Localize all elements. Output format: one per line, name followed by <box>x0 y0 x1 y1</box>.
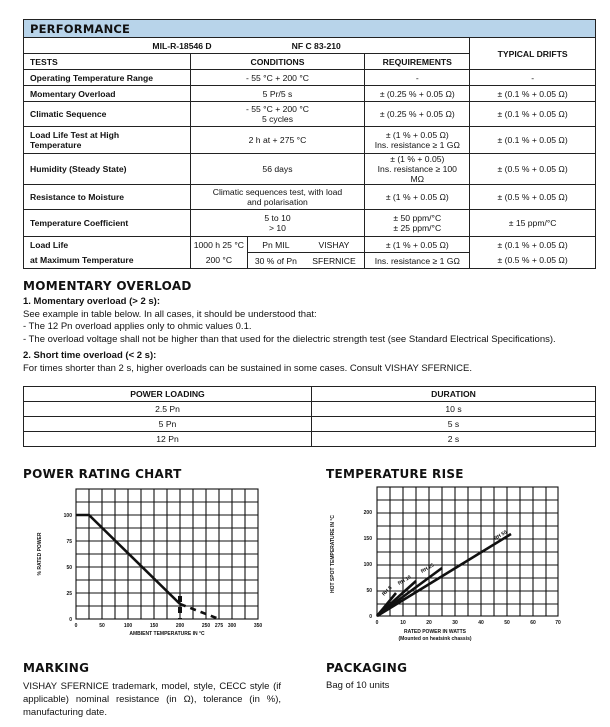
req-line-2: Ins. resistance ≥ 1 GΩ <box>374 255 460 266</box>
header-power-loading: POWER LOADING <box>24 387 312 402</box>
x-tick: 275 <box>214 623 224 629</box>
standard-nfc: NF C 83-210 <box>291 40 341 51</box>
test-name-line-1: Load Life Test at High <box>30 130 120 140</box>
series-label-rh10: RH 10 <box>397 574 413 587</box>
test-name: Momentary Overload <box>24 86 191 102</box>
conditions-line-2: 5 cycles <box>261 114 293 124</box>
cond-power-mil: Pn MIL <box>248 237 304 253</box>
test-conditions <box>190 210 365 237</box>
conditions-line-2: > 10 <box>269 223 286 233</box>
conditions-line-2: and polarisation <box>247 197 308 207</box>
conditions-line-1: Climatic sequences test, with load <box>212 187 343 197</box>
x-tick: 200 <box>175 623 185 629</box>
x-tick: 20 <box>426 620 432 626</box>
cond-duration: 1000 h 25 °C <box>191 237 248 253</box>
table-row-load-life <box>24 237 596 269</box>
test-requirements: - <box>365 70 470 86</box>
test-name-line-2: at Maximum Temperature <box>30 254 134 265</box>
requirements-line-1: ± (1 % + 0.05 Ω) <box>385 130 449 140</box>
cond-temperature: 200 °C <box>191 253 248 269</box>
standard-mil: MIL-R-18546 D <box>152 40 212 51</box>
duration: 2 s <box>312 432 596 447</box>
duration: 10 s <box>312 402 596 417</box>
y-tick: 50 <box>366 588 372 594</box>
test-conditions <box>190 185 365 210</box>
performance-table <box>23 19 596 269</box>
power-loading: 12 Pn <box>24 432 312 447</box>
test-drifts: ± (0.1 % + 0.05 Ω) <box>470 127 596 154</box>
test-conditions: 2 h at + 275 °C <box>190 127 365 154</box>
momentary-overload-subtitle-2: 2. Short time overload (< 2 s): <box>23 350 157 361</box>
table-row <box>24 102 596 127</box>
test-requirements <box>365 210 470 237</box>
momentary-overload-line: - The overload voltage shall not be higher than that used for the dielectric strength test (see Standard Electrical Specifications). <box>23 333 556 345</box>
test-drifts: ± (0.5 % + 0.05 Ω) <box>470 154 596 185</box>
table-row <box>24 402 596 417</box>
packaging-text: Bag of 10 units <box>326 680 390 691</box>
test-name: Climatic Sequence <box>24 102 191 127</box>
x-tick: 60 <box>530 620 536 626</box>
header-requirements: REQUIREMENTS <box>365 54 470 70</box>
y-axis-label: HOT SPOT TEMPERATURE IN °C <box>330 514 336 594</box>
header-tests: TESTS <box>24 54 191 70</box>
x-tick: 100 <box>123 623 133 629</box>
power-rating-chart-svg <box>30 486 270 636</box>
momentary-overload-body <box>23 296 603 375</box>
table-row <box>24 432 596 447</box>
cond-vishay: VISHAY <box>304 237 365 253</box>
x-axis-sublabel: (Mounted on heatsink chassis) <box>398 636 472 642</box>
test-name-line-2: Temperature <box>30 140 82 150</box>
series-label-rh5: RH 5 <box>381 585 394 598</box>
cond-power-sfernice: 30 % of Pn <box>254 255 297 266</box>
test-drifts: ± (0.1 % + 0.05 Ω) <box>470 86 596 102</box>
y-tick: 0 <box>369 614 372 620</box>
temperature-rise-chart-title: TEMPERATURE RISE <box>326 467 464 481</box>
packaging-title: PACKAGING <box>326 661 408 675</box>
y-tick: 75 <box>66 539 72 545</box>
test-conditions: 5 Pr/5 s <box>190 86 365 102</box>
table-row <box>24 154 596 185</box>
table-row <box>24 70 596 86</box>
x-tick: 150 <box>149 623 159 629</box>
power-overload-table <box>23 386 596 447</box>
requirements-line-2: Ins. resistance ≥ 1 GΩ <box>374 140 460 150</box>
x-tick: 0 <box>375 620 379 626</box>
test-requirements <box>365 127 470 154</box>
req-line-1: ± (1 % + 0.05 Ω) <box>365 237 469 253</box>
test-drifts: ± (0.1 % + 0.05 Ω) <box>470 102 596 127</box>
momentary-overload-line: For times shorter than 2 s, higher overloads can be sustained in some cases. Consult VISHAY SFERNICE. <box>23 362 472 374</box>
x-tick: 350 <box>253 623 263 629</box>
y-tick: 150 <box>363 536 372 542</box>
x-tick: 30 <box>452 620 458 626</box>
conditions-line-1: 5 to 10 <box>264 213 291 223</box>
y-tick: 100 <box>63 513 72 519</box>
power-rating-chart-title: POWER RATING CHART <box>23 467 182 481</box>
grid <box>76 489 258 619</box>
test-name: Humidity (Steady State) <box>24 154 191 185</box>
momentary-overload-line: See example in table below. In all cases, it should be understood that: <box>23 308 317 320</box>
test-requirements: ± (1 % + 0.05 Ω) <box>365 185 470 210</box>
table-row <box>24 86 596 102</box>
header-duration: DURATION <box>312 387 596 402</box>
test-conditions: - 55 °C + 200 °C <box>190 70 365 86</box>
x-tick: 40 <box>478 620 484 626</box>
requirements-line-1: ± 50 ppm/°C <box>393 213 442 223</box>
y-tick: 0 <box>69 617 72 623</box>
power-rating-chart <box>30 486 270 636</box>
x-tick: 10 <box>400 620 406 626</box>
x-tick: 300 <box>227 623 237 629</box>
load-life-drifts <box>470 237 596 269</box>
x-tick: 70 <box>555 620 561 626</box>
series-label-rh25: RH 25 <box>420 562 436 575</box>
x-tick: 0 <box>74 623 78 629</box>
header-conditions: CONDITIONS <box>190 54 365 70</box>
series-label-rh50: RH 50 <box>493 529 509 542</box>
test-conditions: 56 days <box>190 154 365 185</box>
x-axis-label: AMBIENT TEMPERATURE IN °C <box>129 631 205 636</box>
x-tick: 50 <box>504 620 510 626</box>
temperature-rise-chart-svg <box>320 484 570 644</box>
x-axis-label: RATED POWER IN WATTS <box>403 629 467 635</box>
drift-line-1: ± (0.1 % + 0.05 Ω) <box>497 240 568 250</box>
table-row <box>24 127 596 154</box>
load-life-conditions <box>190 237 365 269</box>
test-name <box>24 127 191 154</box>
requirements-line-1: ± (1 % + 0.05) <box>390 154 445 164</box>
standards-row <box>24 38 470 54</box>
test-conditions <box>190 102 365 127</box>
table-row <box>24 210 596 237</box>
test-requirements <box>365 154 470 185</box>
drift-line-2: ± (0.5 % + 0.05 Ω) <box>497 255 568 265</box>
test-drifts: ± (0.5 % + 0.05 Ω) <box>470 185 596 210</box>
test-name: Operating Temperature Range <box>24 70 191 86</box>
table-row <box>24 417 596 432</box>
x-tick: 50 <box>99 623 105 629</box>
x-tick: 250 <box>201 623 211 629</box>
header-typical-drifts: TYPICAL DRIFTS <box>470 38 596 70</box>
y-tick: 200 <box>363 510 372 516</box>
table-row <box>24 185 596 210</box>
y-tick: 100 <box>363 562 372 568</box>
momentary-overload-title: MOMENTARY OVERLOAD <box>23 279 192 293</box>
power-loading: 5 Pn <box>24 417 312 432</box>
test-name: Resistance to Moisture <box>24 185 191 210</box>
test-name-line-1: Load Life <box>30 239 69 250</box>
test-drifts: ± 15 ppm/°C <box>470 210 596 237</box>
cond-sfernice: SFERNICE <box>312 255 356 266</box>
momentary-overload-subtitle-1: 1. Momentary overload (> 2 s): <box>23 296 160 307</box>
power-loading: 2.5 Pn <box>24 402 312 417</box>
duration: 5 s <box>312 417 596 432</box>
test-name: Temperature Coefficient <box>24 210 191 237</box>
test-requirements: ± (0.25 % + 0.05 Ω) <box>365 102 470 127</box>
requirements-line-2: Ins. resistance ≥ 100 MΩ <box>377 164 457 184</box>
performance-title: PERFORMANCE <box>24 20 596 38</box>
marking-text: VISHAY SFERNICE trademark, model, style, CECC style (if applicable) nominal resistance (in Ω), tolerance (in %), manufacturing date. <box>23 681 281 718</box>
y-tick: 25 <box>66 591 72 597</box>
test-name <box>24 237 191 269</box>
conditions-line-1: - 55 °C + 200 °C <box>245 104 309 114</box>
momentary-overload-line: - The 12 Pn overload applies only to ohmic values 0.1. <box>23 321 252 332</box>
y-axis-label: % RATED POWER <box>37 532 43 576</box>
load-life-requirements <box>365 237 470 269</box>
marking-title: MARKING <box>23 661 90 675</box>
y-tick: 50 <box>66 565 72 571</box>
test-requirements: ± (0.25 % + 0.05 Ω) <box>365 86 470 102</box>
test-drifts: - <box>470 70 596 86</box>
temperature-rise-chart <box>320 484 570 644</box>
requirements-line-2: ± 25 ppm/°C <box>393 223 442 233</box>
